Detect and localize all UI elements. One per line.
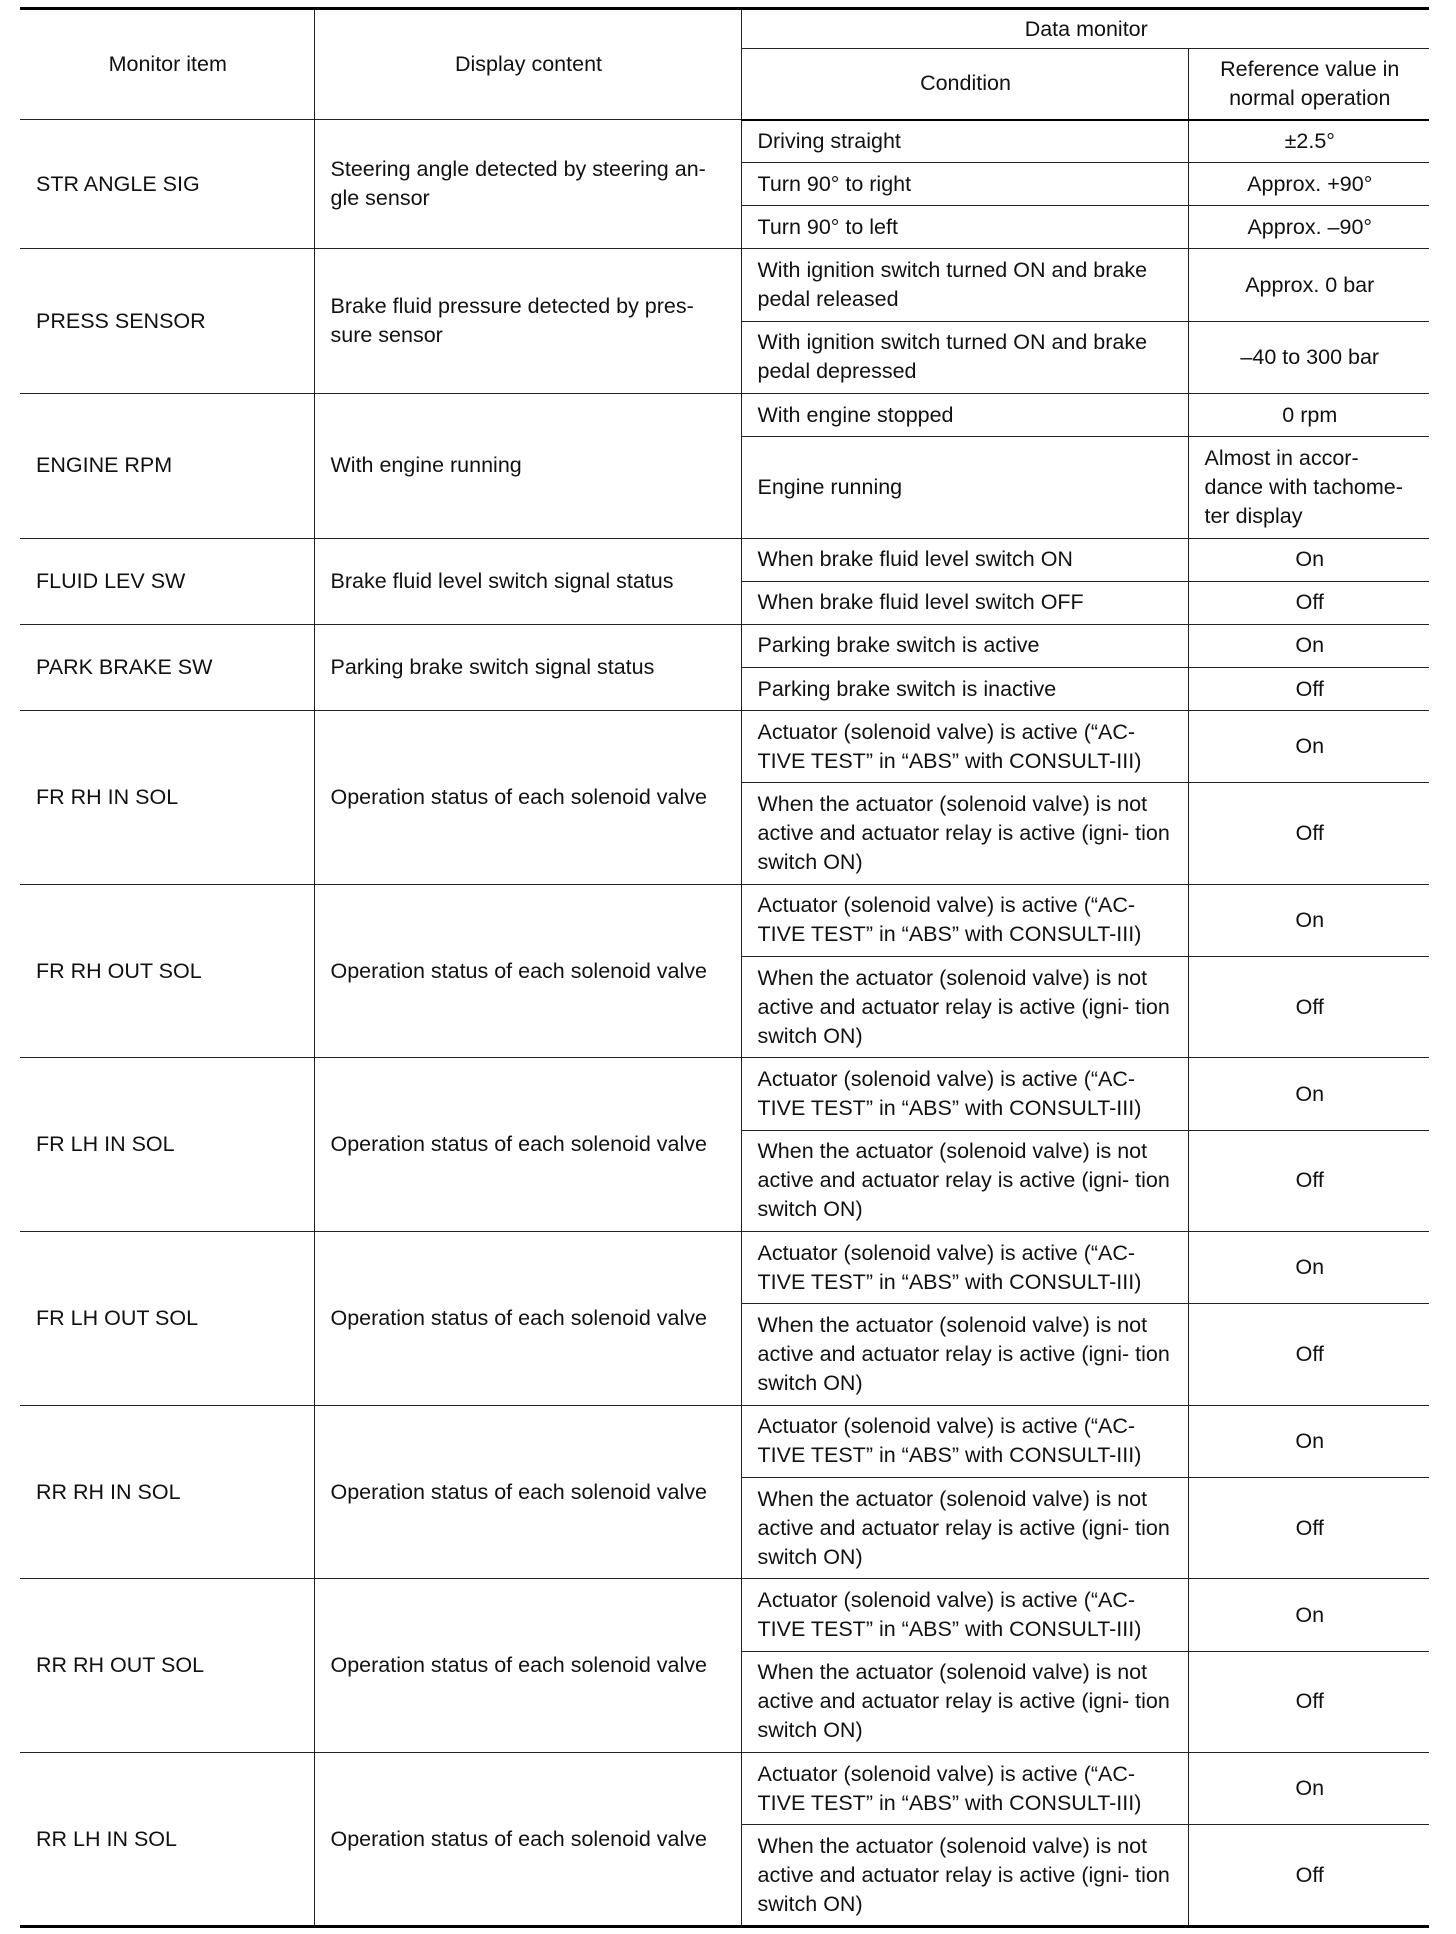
condition-cell: With ignition switch turned ON and brake pedal released — [741, 249, 1188, 321]
display-content-cell: Operation status of each solenoid valve — [314, 1405, 741, 1579]
monitor-item-cell: STR ANGLE SIG — [20, 120, 314, 249]
reference-value-cell: Off — [1188, 668, 1429, 711]
condition-cell: With ignition switch turned ON and brake pedal depressed — [741, 321, 1188, 393]
reference-value-cell: On — [1188, 538, 1429, 581]
table-row — [20, 1753, 1429, 1825]
table-row — [20, 1232, 1429, 1304]
condition-cell: Actuator (solenoid valve) is active (“AC- TIVE TEST” in “ABS” with CONSULT-III) — [741, 1232, 1188, 1304]
header-reference-value: Reference value in normal operation — [1188, 49, 1429, 120]
reference-value-cell: 0 rpm — [1188, 394, 1429, 437]
reference-value-cell: Off — [1188, 1478, 1429, 1579]
monitor-item-cell: FR LH OUT SOL — [20, 1232, 314, 1406]
display-content-cell: Operation status of each solenoid valve — [314, 1058, 741, 1232]
condition-cell: When brake fluid level switch ON — [741, 538, 1188, 581]
table-header — [20, 9, 1429, 120]
table-row — [20, 249, 1429, 321]
monitor-item-cell: FR RH OUT SOL — [20, 884, 314, 1058]
condition-cell: Engine running — [741, 437, 1188, 538]
header-condition: Condition — [741, 49, 1188, 120]
condition-cell: When the actuator (solenoid valve) is not active and actuator relay is active (igni- tion switch ON) — [741, 1130, 1188, 1231]
table-row — [20, 538, 1429, 581]
display-content-cell: Steering angle detected by steering an- gle sensor — [314, 120, 741, 249]
display-content-cell: Operation status of each solenoid valve — [314, 1753, 741, 1927]
reference-value-cell: On — [1188, 711, 1429, 783]
display-content-cell: Brake fluid pressure detected by pres- sure sensor — [314, 249, 741, 394]
condition-cell: When the actuator (solenoid valve) is not active and actuator relay is active (igni- tion switch ON) — [741, 1478, 1188, 1579]
condition-cell: Actuator (solenoid valve) is active (“AC- TIVE TEST” in “ABS” with CONSULT-III) — [741, 1753, 1188, 1825]
monitor-item-cell: ENGINE RPM — [20, 394, 314, 539]
table-row — [20, 394, 1429, 437]
table-row — [20, 624, 1429, 667]
condition-cell: Actuator (solenoid valve) is active (“AC- TIVE TEST” in “ABS” with CONSULT-III) — [741, 711, 1188, 783]
reference-value-cell: Off — [1188, 783, 1429, 884]
reference-value-cell: Off — [1188, 581, 1429, 624]
monitor-item-cell: RR RH IN SOL — [20, 1405, 314, 1579]
condition-cell: Actuator (solenoid valve) is active (“AC- TIVE TEST” in “ABS” with CONSULT-III) — [741, 1405, 1188, 1477]
monitor-item-cell: RR LH IN SOL — [20, 1753, 314, 1927]
reference-value-cell: Approx. –90° — [1188, 206, 1429, 249]
table-row — [20, 120, 1429, 163]
condition-cell: Actuator (solenoid valve) is active (“AC- TIVE TEST” in “ABS” with CONSULT-III) — [741, 1058, 1188, 1130]
display-content-cell: Operation status of each solenoid valve — [314, 1579, 741, 1753]
reference-value-cell: –40 to 300 bar — [1188, 321, 1429, 393]
header-display-content: Display content — [314, 9, 741, 120]
table-body — [20, 120, 1429, 1927]
condition-cell: Parking brake switch is inactive — [741, 668, 1188, 711]
monitor-item-cell: PARK BRAKE SW — [20, 624, 314, 710]
reference-value-cell: Off — [1188, 1651, 1429, 1752]
display-content-cell: Brake fluid level switch signal status — [314, 538, 741, 624]
condition-cell: With engine stopped — [741, 394, 1188, 437]
reference-value-cell: On — [1188, 1232, 1429, 1304]
monitor-item-cell: RR RH OUT SOL — [20, 1579, 314, 1753]
condition-cell: When brake fluid level switch OFF — [741, 581, 1188, 624]
condition-cell: Actuator (solenoid valve) is active (“AC- TIVE TEST” in “ABS” with CONSULT-III) — [741, 1579, 1188, 1651]
table-row — [20, 1058, 1429, 1130]
display-content-cell: Parking brake switch signal status — [314, 624, 741, 710]
display-content-cell: Operation status of each solenoid valve — [314, 884, 741, 1058]
condition-cell: Parking brake switch is active — [741, 624, 1188, 667]
table-row — [20, 1579, 1429, 1651]
header-monitor-item: Monitor item — [20, 9, 314, 120]
table-row — [20, 1405, 1429, 1477]
reference-value-cell: Off — [1188, 957, 1429, 1058]
condition-cell: When the actuator (solenoid valve) is not active and actuator relay is active (igni- tion switch ON) — [741, 1651, 1188, 1752]
condition-cell: Turn 90° to right — [741, 163, 1188, 206]
table-row — [20, 711, 1429, 783]
reference-value-cell: Approx. 0 bar — [1188, 249, 1429, 321]
monitor-item-cell: FR RH IN SOL — [20, 711, 314, 885]
reference-value-cell: On — [1188, 1405, 1429, 1477]
condition-cell: When the actuator (solenoid valve) is not active and actuator relay is active (igni- tion switch ON) — [741, 783, 1188, 884]
table-row — [20, 884, 1429, 956]
display-content-cell: Operation status of each solenoid valve — [314, 1232, 741, 1406]
condition-cell: Turn 90° to left — [741, 206, 1188, 249]
reference-value-cell: On — [1188, 1058, 1429, 1130]
condition-cell: Driving straight — [741, 120, 1188, 163]
header-data-monitor: Data monitor — [741, 9, 1429, 49]
data-monitor-table — [20, 7, 1429, 1928]
reference-value-cell: Off — [1188, 1304, 1429, 1405]
condition-cell: When the actuator (solenoid valve) is not active and actuator relay is active (igni- tion switch ON) — [741, 1825, 1188, 1927]
reference-value-cell: On — [1188, 884, 1429, 956]
reference-value-cell: Almost in accor- dance with tachome- ter display — [1188, 437, 1429, 538]
reference-value-cell: Off — [1188, 1825, 1429, 1927]
reference-value-cell: Approx. +90° — [1188, 163, 1429, 206]
monitor-item-cell: FR LH IN SOL — [20, 1058, 314, 1232]
condition-cell: When the actuator (solenoid valve) is not active and actuator relay is active (igni- tion switch ON) — [741, 1304, 1188, 1405]
display-content-cell: With engine running — [314, 394, 741, 539]
monitor-item-cell: FLUID LEV SW — [20, 538, 314, 624]
reference-value-cell: ±2.5° — [1188, 120, 1429, 163]
condition-cell: Actuator (solenoid valve) is active (“AC- TIVE TEST” in “ABS” with CONSULT-III) — [741, 884, 1188, 956]
reference-value-cell: On — [1188, 1579, 1429, 1651]
display-content-cell: Operation status of each solenoid valve — [314, 711, 741, 885]
reference-value-cell: Off — [1188, 1130, 1429, 1231]
reference-value-cell: On — [1188, 1753, 1429, 1825]
condition-cell: When the actuator (solenoid valve) is not active and actuator relay is active (igni- tion switch ON) — [741, 957, 1188, 1058]
monitor-item-cell: PRESS SENSOR — [20, 249, 314, 394]
reference-value-cell: On — [1188, 624, 1429, 667]
